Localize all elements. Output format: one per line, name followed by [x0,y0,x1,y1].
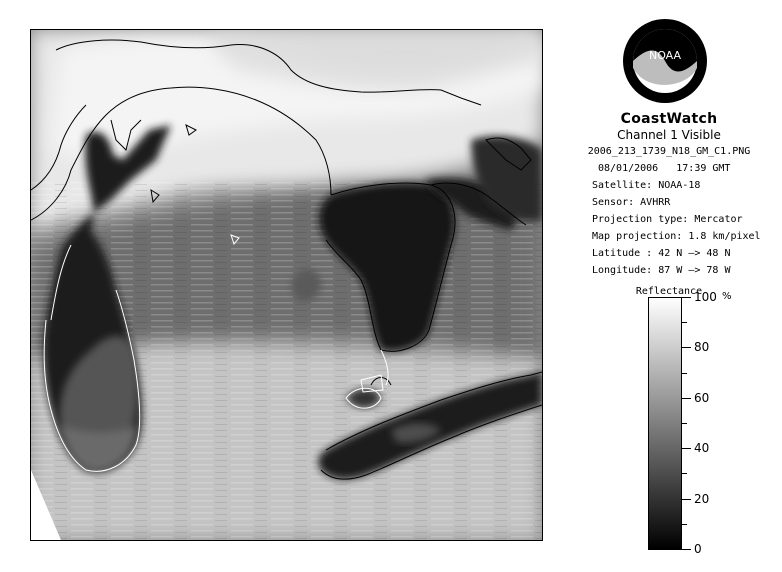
colorbar-tick-mark [682,322,687,323]
colorbar-tick-mark [682,423,687,424]
colorbar-tick-mark [682,499,691,500]
channel-subtitle: Channel 1 Visible [617,128,721,142]
colorbar-tick-mark [682,524,687,525]
satellite-label: Satellite: NOAA-18 [592,180,701,191]
colorbar-unit: % [722,291,732,302]
colorbar-tick-mark [682,448,691,449]
map-image [31,30,542,540]
noaa-logo [622,18,708,104]
product-title: CoastWatch [620,111,718,127]
colorbar-tick-label: 60 [694,391,710,405]
colorbar-title: Reflectance [635,286,703,297]
satellite-map [30,29,543,541]
projection-type-label: Projection type: Mercator [592,214,743,225]
colorbar-tick-mark [682,347,691,348]
info-panel [558,0,780,572]
sensor-label: Sensor: AVHRR [592,197,671,208]
colorbar-tick-mark [682,549,691,550]
colorbar-tick-mark [682,373,687,374]
reflectance-colorbar [648,297,682,550]
map-projection-label: Map projection: 1.8 km/pixel [592,231,761,242]
longitude-label: Longitude: 87 W –> 78 W [592,265,731,276]
colorbar-tick-mark [682,398,691,399]
colorbar-tick-label: 20 [694,492,710,506]
colorbar-tick-mark [682,473,687,474]
colorbar-tick-label: 100 [694,290,717,304]
filename-label: 2006_213_1739_N18_GM_C1.PNG [587,146,751,157]
colorbar-tick-label: 0 [694,542,702,556]
colorbar-tick-label: 80 [694,340,710,354]
colorbar-tick-label: 40 [694,441,710,455]
latitude-label: Latitude : 42 N –> 48 N [592,248,731,259]
svg-text:NOAA: NOAA [648,49,682,62]
colorbar-tick-mark [682,297,691,298]
datetime-label: 08/01/2006 17:39 GMT [598,163,731,174]
